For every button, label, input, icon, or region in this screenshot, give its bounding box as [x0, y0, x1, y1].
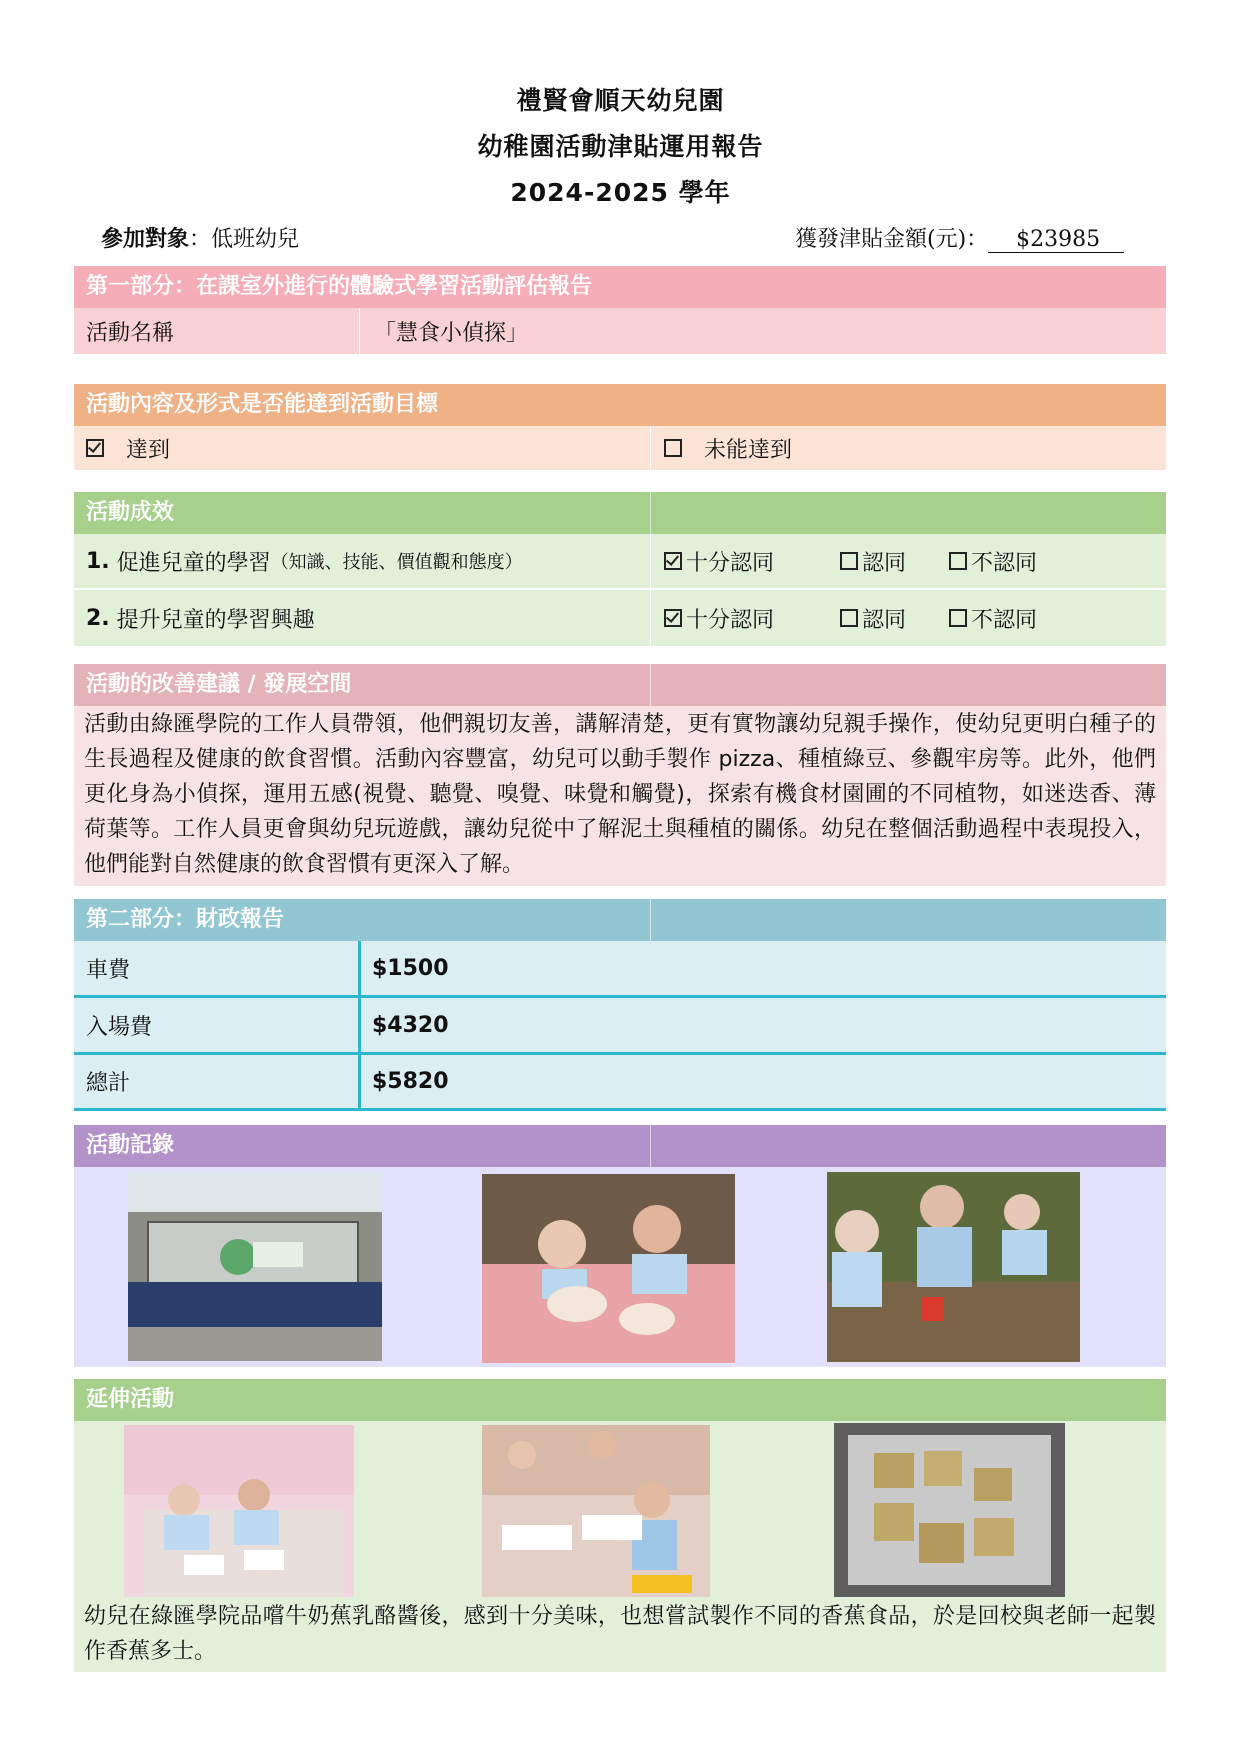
photo-making-banana-toast	[482, 1425, 710, 1597]
checkbox-empty-icon	[840, 552, 858, 570]
school-name: 禮賢會順天幼兒園	[516, 86, 725, 115]
goal-option-achieved: 達到	[86, 426, 170, 470]
amount-value: $23985	[988, 227, 1124, 253]
goal-option-not-achieved: 未能達到	[664, 426, 792, 470]
checkbox-checked-icon	[86, 439, 104, 457]
photo-exploring-garden	[827, 1172, 1080, 1362]
extension-text: 幼兒在綠匯學院品嚐牛奶蕉乳酪醬後，感到十分美味，也想嘗試製作不同的香蕉食品，於是回校與老師一起製作香蕉多士。	[84, 1604, 1156, 1664]
activity-name-label: 活動名稱	[86, 320, 175, 346]
checkbox-checked-icon	[664, 552, 682, 570]
outcome-row: 2. 提升兒童的學習興趣 十分認同 認同 不認同	[74, 590, 1166, 646]
target-value: ：低班幼兒	[189, 227, 300, 252]
extension-title: 延伸活動	[74, 1379, 1166, 1421]
improvement-body	[74, 706, 1166, 886]
checkbox-empty-icon	[949, 552, 967, 570]
part1-title: 第一部分：在課室外進行的體驗式學習活動評估報告	[74, 266, 1166, 308]
finance-row: 入場費 $4320	[74, 998, 1166, 1055]
target-line	[101, 222, 299, 253]
amount-line	[795, 222, 1124, 253]
photo-tasting-at-tables	[124, 1425, 354, 1597]
records-section	[74, 1125, 1166, 1367]
finance-row: 總計 $5820	[74, 1055, 1166, 1111]
document-header	[0, 78, 1241, 216]
outcomes-section	[74, 492, 1166, 646]
activity-name-value: 「慧食小偵探」	[374, 320, 529, 346]
outcomes-title: 活動成效	[74, 492, 1166, 534]
part2-section	[74, 899, 1166, 1111]
finance-row: 車費 $1500	[74, 941, 1166, 998]
amount-label: 獲發津貼金額(元)：	[795, 227, 989, 252]
outcome-text: 2. 提升兒童的學習興趣	[86, 605, 315, 633]
improvement-text: 活動由綠匯學院的工作人員帶領，他們親切友善，講解清楚，更有實物讓幼兒親手操作，使幼兒更明白種子的生長過程及健康的飲食習慣。活動內容豐富，幼兒可以動手製作 pizza、種植綠豆、參觀牢房等。此外，他們更化身為小偵探，運用五感(視覺、聽覺、嗅覺、味覺和觸覺)，探索有機食材園圃的不同植物，如迷迭香、薄荷葉等。工作人員更會與幼兒玩遊戲，讓幼兒從中了解泥土與種植的關係。幼兒在整個活動過程中表現投入，他們能對自然健康的飲食習慣有更深入了解。	[84, 712, 1156, 877]
checkbox-empty-icon	[949, 609, 967, 627]
improvement-section	[74, 664, 1166, 886]
outcome-text: 1. 促進兒童的學習 （知識、技能、價值觀和態度）	[86, 548, 523, 576]
part2-title: 第二部分：財政報告	[74, 899, 1166, 941]
photo-banana-toast-tray	[834, 1423, 1065, 1597]
checkbox-checked-icon	[664, 609, 682, 627]
extension-section	[74, 1379, 1166, 1672]
part1-section	[74, 266, 1166, 354]
checkbox-empty-icon	[840, 609, 858, 627]
photo-group-at-gate	[128, 1172, 382, 1361]
records-photos	[74, 1167, 1166, 1367]
goals-title: 活動內容及形式是否能達到活動目標	[74, 384, 1166, 426]
goals-row	[74, 426, 1166, 470]
records-title: 活動記錄	[74, 1125, 1166, 1167]
report-title: 幼稚園活動津貼運用報告	[477, 132, 764, 161]
school-year: 2024-2025 學年	[510, 178, 731, 207]
target-label: 參加對象	[101, 227, 190, 252]
outcome-row: 1. 促進兒童的學習 （知識、技能、價值觀和態度） 十分認同 認同 不認同	[74, 534, 1166, 590]
goals-section	[74, 384, 1166, 470]
improvement-title: 活動的改善建議 / 發展空間	[74, 664, 1166, 706]
activity-name-row	[74, 308, 1166, 354]
extension-body	[74, 1421, 1166, 1672]
checkbox-empty-icon	[664, 439, 682, 457]
photo-making-pizza	[482, 1174, 735, 1363]
